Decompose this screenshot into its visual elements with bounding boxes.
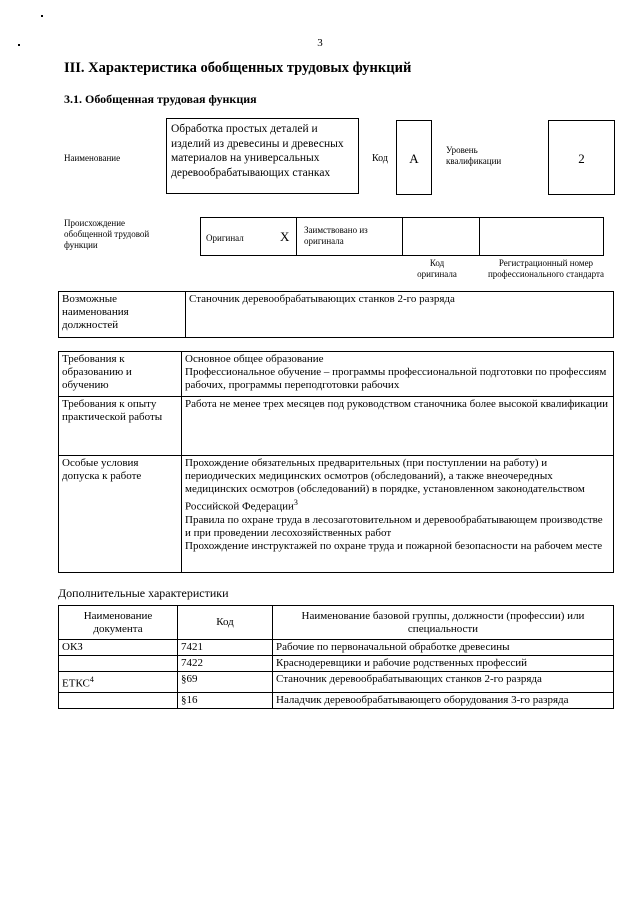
divider	[200, 218, 201, 255]
cell-doc	[59, 692, 178, 708]
cell-code: 7421	[178, 640, 273, 656]
origin-label: Происхождение обобщенной трудовой функции	[64, 218, 150, 250]
cell-code: §69	[178, 672, 273, 693]
level-label: Уровень квалификации	[446, 145, 502, 166]
table-row	[59, 656, 614, 672]
table-row	[59, 692, 614, 708]
cell-name: Краснодеревщики и рабочие родственных профессий	[273, 656, 614, 672]
positions-table	[58, 291, 614, 338]
table-row	[59, 672, 614, 693]
requirement-row	[59, 397, 614, 456]
requirement-label: Требования к опыту практической работы	[59, 397, 182, 456]
borrowed-label: Заимствовано из оригинала	[304, 225, 368, 246]
cell-code: §16	[178, 692, 273, 708]
requirement-line: Правила по охране труда в лесозаготовительном и деревообрабатывающем производстве и при проведении лесохозяйственных работ	[185, 513, 603, 539]
origin-table	[200, 217, 604, 256]
code-label: Код	[372, 153, 388, 164]
requirement-text: Прохождение обязательных предварительных (при поступлении на работу) и периодических медицинских осмотров (обследований), а также внеочередных медицинских осмотров (обследований) в порядке, установленном законодательством Российской Федерации	[185, 457, 585, 513]
col-header-doc: Наименование документа	[59, 606, 178, 640]
divider	[603, 218, 604, 255]
requirement-value	[182, 397, 614, 456]
additional-title: Дополнительные характеристики	[58, 586, 229, 600]
requirement-line: Работа не менее трех месяцев под руководством станочника более высокой квалификации	[185, 398, 609, 410]
requirement-label: Требования к образованию и обучению	[59, 352, 182, 397]
cell-doc	[59, 672, 178, 693]
subsection-title: 3.1. Обобщенная трудовая функция	[64, 92, 257, 106]
section-title: III. Характеристика обобщенных трудовых функций	[64, 60, 412, 76]
requirement-line: Профессиональное обучение – программы профессиональной подготовки по профессиям рабочих, программы переподготовки рабочих	[185, 366, 607, 391]
level-value: 2	[548, 120, 615, 195]
requirement-line: Прохождение инструктажей по охране труда и пожарной безопасности на рабочем месте	[185, 539, 603, 552]
requirement-value	[182, 352, 614, 397]
footnote-mark: 3	[293, 498, 298, 507]
requirement-label: Особые условия допуска к работе	[59, 456, 182, 573]
table-header-row	[59, 606, 614, 640]
additional-table	[58, 605, 614, 709]
positions-label: Возможные наименования должностей	[59, 292, 186, 338]
requirement-row	[59, 352, 614, 397]
original-label: Оригинал	[206, 233, 244, 243]
table-row	[59, 640, 614, 656]
col-header-name: Наименование базовой группы, должности (профессии) или специальности	[273, 606, 614, 640]
divider	[296, 218, 297, 255]
footnote-mark: 4	[89, 675, 94, 684]
page-number: 3	[317, 37, 323, 49]
cell-name: Рабочие по первоначальной обработке древесины	[273, 640, 614, 656]
name-label: Наименование	[64, 153, 121, 163]
cell-code: 7422	[178, 656, 273, 672]
col-header-code: Код	[178, 606, 273, 640]
requirements-table	[58, 351, 614, 573]
positions-value: Станочник деревообрабатывающих станков 2-го разряда	[186, 292, 614, 338]
divider	[402, 218, 403, 255]
cell-doc	[59, 656, 178, 672]
cell-name: Станочник деревообрабатывающих станков 2-го разряда	[273, 672, 614, 693]
code-original-label: Код оригинала	[417, 258, 457, 279]
name-value: Обработка простых деталей и изделий из древесины и древесных материалов на универсальных деревообрабатывающих станках	[166, 118, 359, 194]
requirement-line	[185, 457, 610, 514]
code-value: А	[396, 120, 432, 195]
requirement-value	[182, 456, 614, 573]
doc-text: ЕТКС	[62, 677, 90, 690]
cell-name: Наладчик деревообрабатывающего оборудования 3-го разряда	[273, 692, 614, 708]
requirement-row	[59, 456, 614, 573]
cell-doc: ОКЗ	[59, 640, 178, 656]
reg-number-label: Регистрационный номер профессионального стандарта	[487, 258, 605, 279]
divider	[479, 218, 480, 255]
original-mark: X	[280, 229, 290, 244]
requirement-line: Основное общее образование	[185, 353, 324, 365]
scan-speck	[41, 15, 43, 17]
